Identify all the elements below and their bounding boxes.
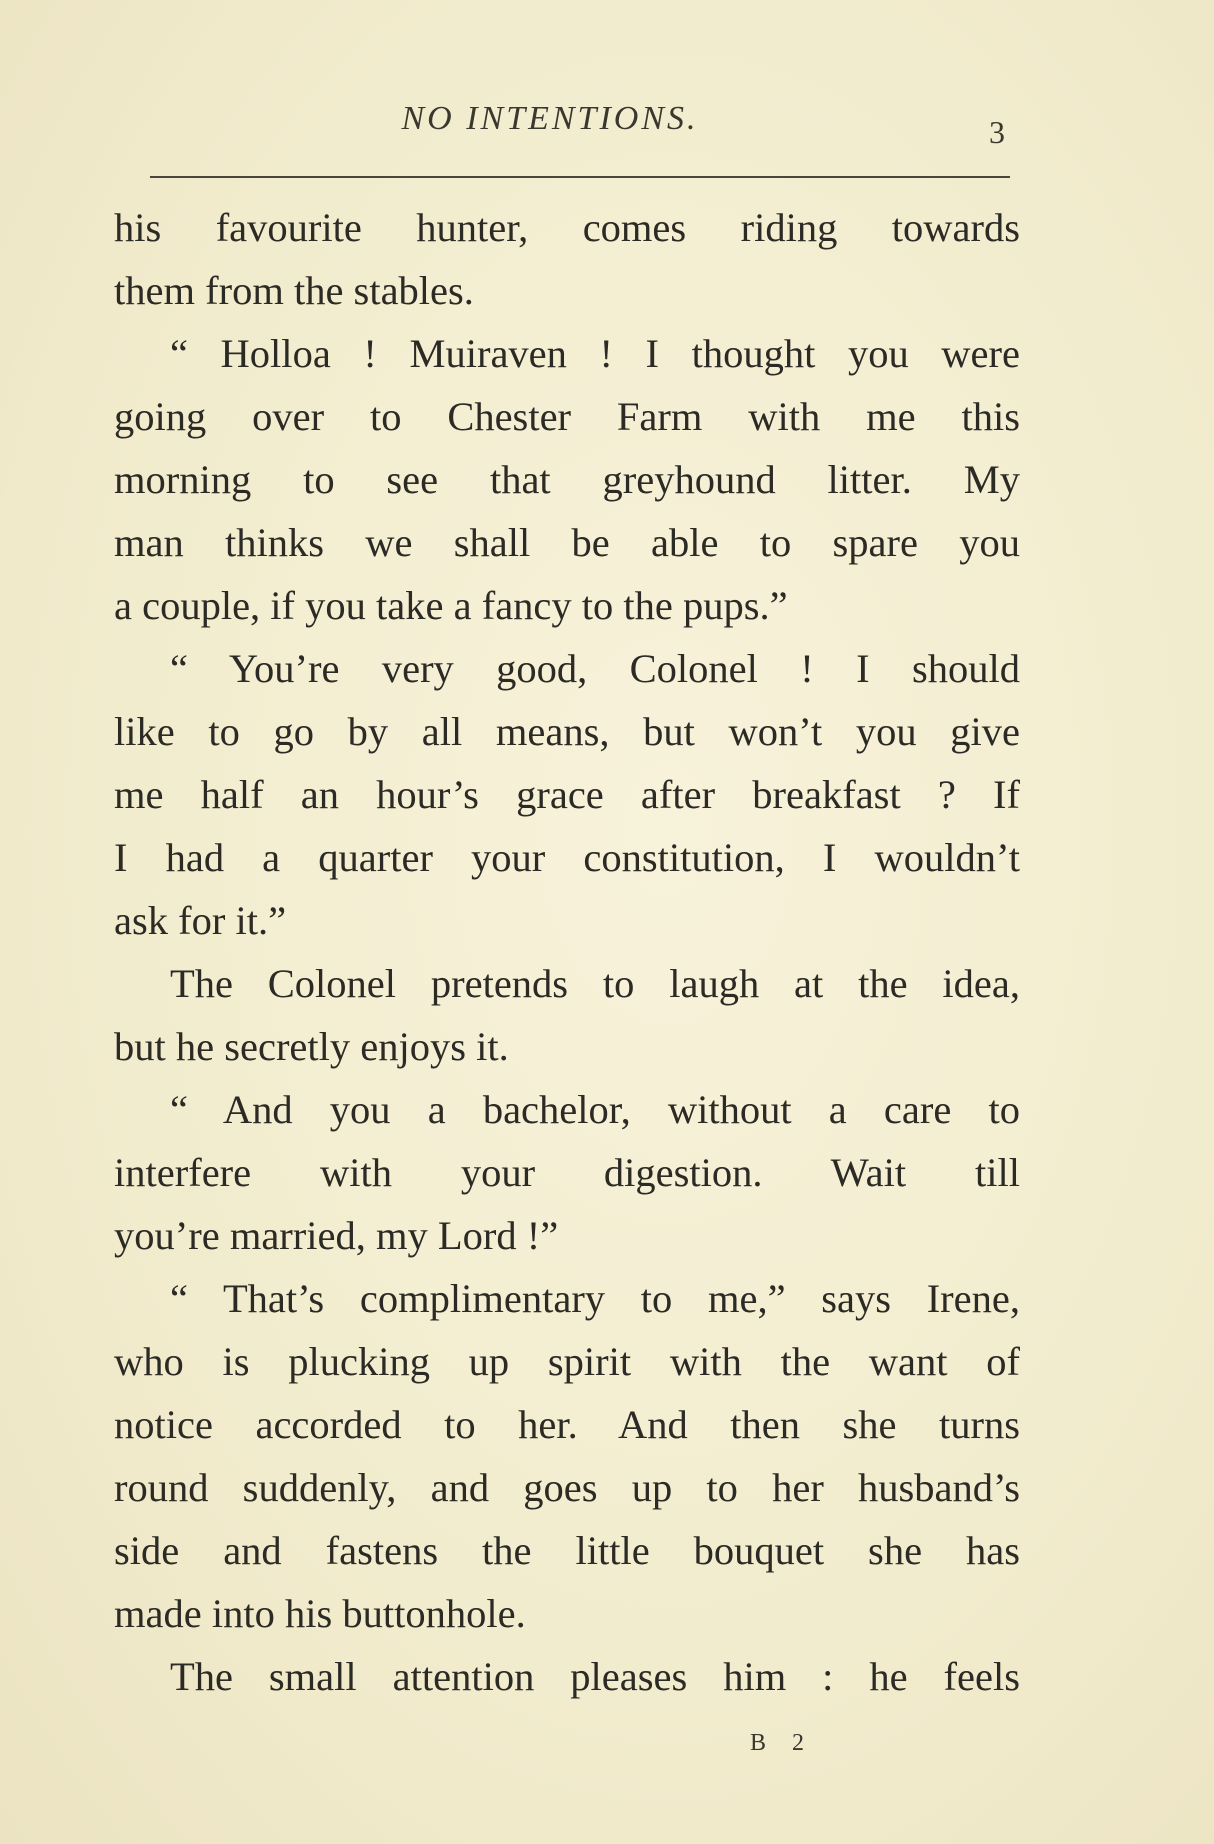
text-line: “ That’s complimentary to me,” says Irene,	[170, 1276, 1020, 1321]
text-line: made into his buttonhole.	[114, 1591, 526, 1636]
text-line: going over to Chester Farm with me this	[114, 394, 1020, 439]
text-line: The small attention pleases him : he feels	[170, 1654, 1020, 1699]
text-line: but he secretly enjoys it.	[114, 1024, 509, 1069]
text-line: me half an hour’s grace after breakfast ? If	[114, 772, 1020, 817]
text-line: round suddenly, and goes up to her husband’s	[114, 1465, 1020, 1510]
text-line: ask for it.”	[114, 898, 287, 943]
text-line: them from the stables.	[114, 268, 474, 313]
text-line: “ Holloa ! Muiraven ! I thought you were	[170, 331, 1020, 376]
running-header	[150, 100, 1010, 160]
text-line: I had a quarter your constitution, I wouldn’t	[114, 835, 1020, 880]
text-line: “ And you a bachelor, without a care to	[170, 1087, 1020, 1132]
text-line: like to go by all means, but won’t you give	[114, 709, 1020, 754]
text-line: notice accorded to her. And then she turns	[114, 1402, 1020, 1447]
text-line: who is plucking up spirit with the want of	[114, 1339, 1020, 1384]
header-rule	[150, 176, 1010, 178]
running-title: NO INTENTIONS.	[401, 100, 699, 137]
text-line: morning to see that greyhound litter. My	[114, 457, 1020, 502]
signature-mark: B 2	[750, 1730, 815, 1756]
text-line: man thinks we shall be able to spare you	[114, 520, 1020, 565]
text-line: “ You’re very good, Colonel ! I should	[170, 646, 1020, 691]
text-line: The Colonel pretends to laugh at the idea,	[170, 961, 1020, 1006]
text-line: his favourite hunter, comes riding towards	[114, 205, 1020, 250]
text-line: side and fastens the little bouquet she has	[114, 1528, 1020, 1573]
body-text	[114, 196, 1020, 1708]
page-number: 3	[989, 114, 1005, 150]
text-line: interfere with your digestion. Wait till	[114, 1150, 1020, 1195]
text-line: a couple, if you take a fancy to the pups.”	[114, 583, 788, 628]
text-line: you’re married, my Lord !”	[114, 1213, 559, 1258]
